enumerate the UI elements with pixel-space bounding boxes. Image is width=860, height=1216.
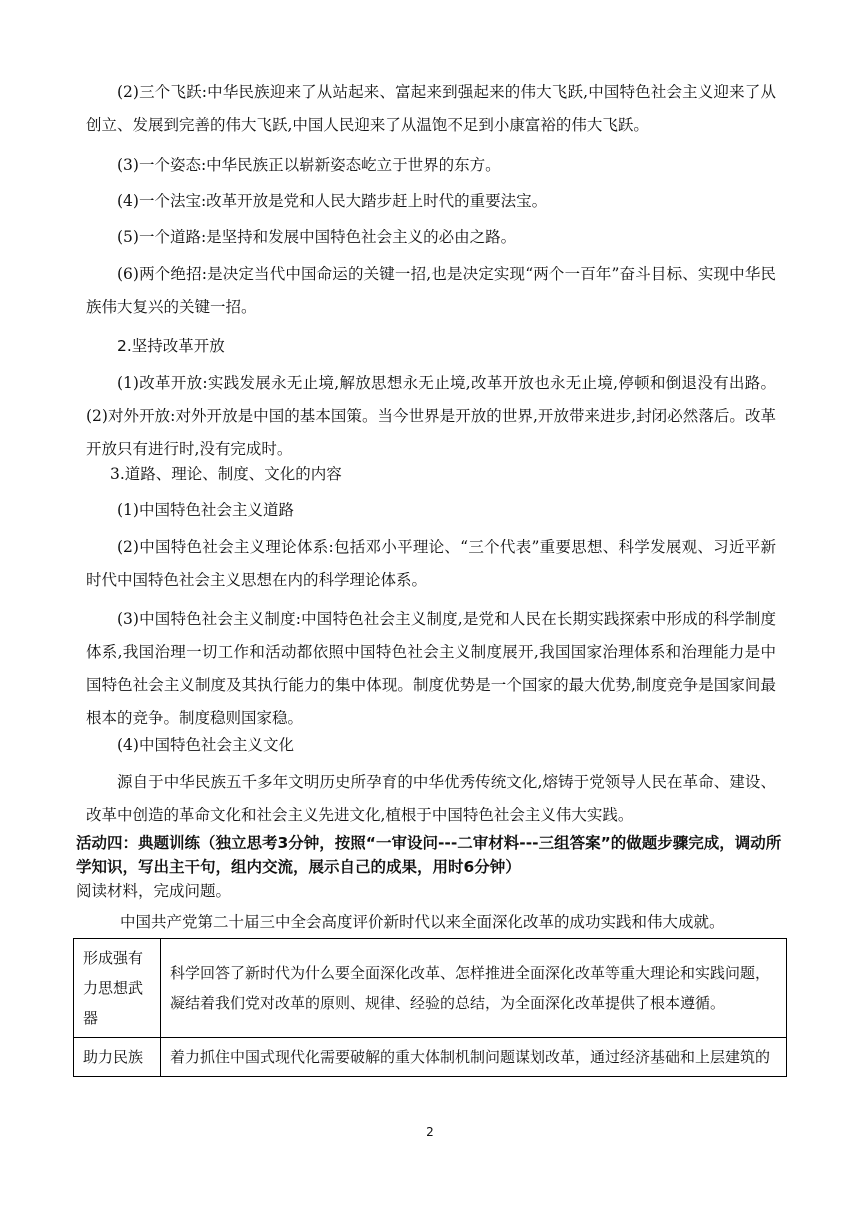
paragraph-culture-source: 源自于中华民族五千多年文明历史所孕育的中华优秀传统文化,熔铸于党领导人民在革命、建设、改革中创造的革命文化和社会主义先进文化,植根于中国特色社会主义伟大实践。: [86, 773, 776, 824]
page-number: 2: [426, 1125, 434, 1139]
material-table: [73, 938, 787, 1077]
paragraph-road: (1)中国特色社会主义道路: [117, 501, 294, 519]
paragraph-reform-opening: (1)改革开放:实践发展永无止境,解放思想永无止境,改革开放也永无止境,停顿和倒退没有出路。(2)对外开放:对外开放是中国的基本国策。当今世界是开放的世界,开放带来进步,封闭必然落后。改革开放只有进行时,没有完成时。: [86, 374, 776, 458]
activity-title: 活动四：典题训练（独立思考3分钟，按照“一审设问---二审材料---三组答案”的做题步骤完成，调动所学知识，写出主干句，组内交流，展示自己的成果，用时6分钟）: [76, 834, 782, 876]
section-heading-reform-opening: 2.坚持改革开放: [117, 337, 225, 355]
paragraph-system: (3)中国特色社会主义制度:中国特色社会主义制度,是党和人民在长期实践探索中形成的科学制度体系,我国治理一切工作和活动都依照中国特色社会主义制度展开,我国国家治理体系和治理能力是中国特色社会主义制度及其执行能力的集中体现。制度优势是一个国家的最大优势,制度竞争是国家间最根本的竞争。制度稳则国家稳。: [86, 610, 776, 727]
table-row: [74, 1038, 787, 1077]
table-row: [74, 939, 787, 1038]
paragraph-one-magic-weapon: (4)一个法宝:改革开放是党和人民大踏步赶上时代的重要法宝。: [117, 192, 548, 210]
table-row-body: 着力抓住中国式现代化需要破解的重大体制机制问题谋划改革，通过经济基础和上层建筑的: [161, 1038, 787, 1077]
table-row-label: 形成强有力思想武器: [74, 939, 161, 1038]
table-row-body: 科学回答了新时代为什么要全面深化改革、怎样推进全面深化改革等重大理论和实践问题，凝结着我们党对改革的原则、规律、经验的总结，为全面深化改革提供了根本遵循。: [161, 939, 787, 1038]
paragraph-two-key-moves: (6)两个绝招:是决定当代中国命运的关键一招,也是决定实现“两个一百年”奋斗目标、实现中华民族伟大复兴的关键一招。: [86, 265, 776, 316]
paragraph-theory-system: (2)中国特色社会主义理论体系:包括邓小平理论、“三个代表”重要思想、科学发展观、习近平新时代中国特色社会主义思想在内的科学理论体系。: [86, 538, 776, 589]
activity-instruction: 阅读材料，完成问题。: [76, 882, 232, 900]
paragraph-one-road: (5)一个道路:是坚持和发展中国特色社会主义的必由之路。: [117, 228, 517, 246]
paragraph-three-leaps: (2)三个飞跃:中华民族迎来了从站起来、富起来到强起来的伟大飞跃,中国特色社会主义迎来了从创立、发展到完善的伟大飞跃,中国人民迎来了从温饱不足到小康富裕的伟大飞跃。: [86, 83, 776, 134]
section-heading-four-contents: 3.道路、理论、制度、文化的内容: [110, 465, 342, 483]
material-lead: 中国共产党第二十届三中全会高度评价新时代以来全面深化改革的成功实践和伟大成就。: [120, 913, 725, 931]
paragraph-culture-heading: (4)中国特色社会主义文化: [117, 736, 294, 754]
table-row-label: 助力民族: [74, 1038, 161, 1077]
paragraph-one-posture: (3)一个姿态:中华民族正以崭新姿态屹立于世界的东方。: [117, 156, 501, 174]
